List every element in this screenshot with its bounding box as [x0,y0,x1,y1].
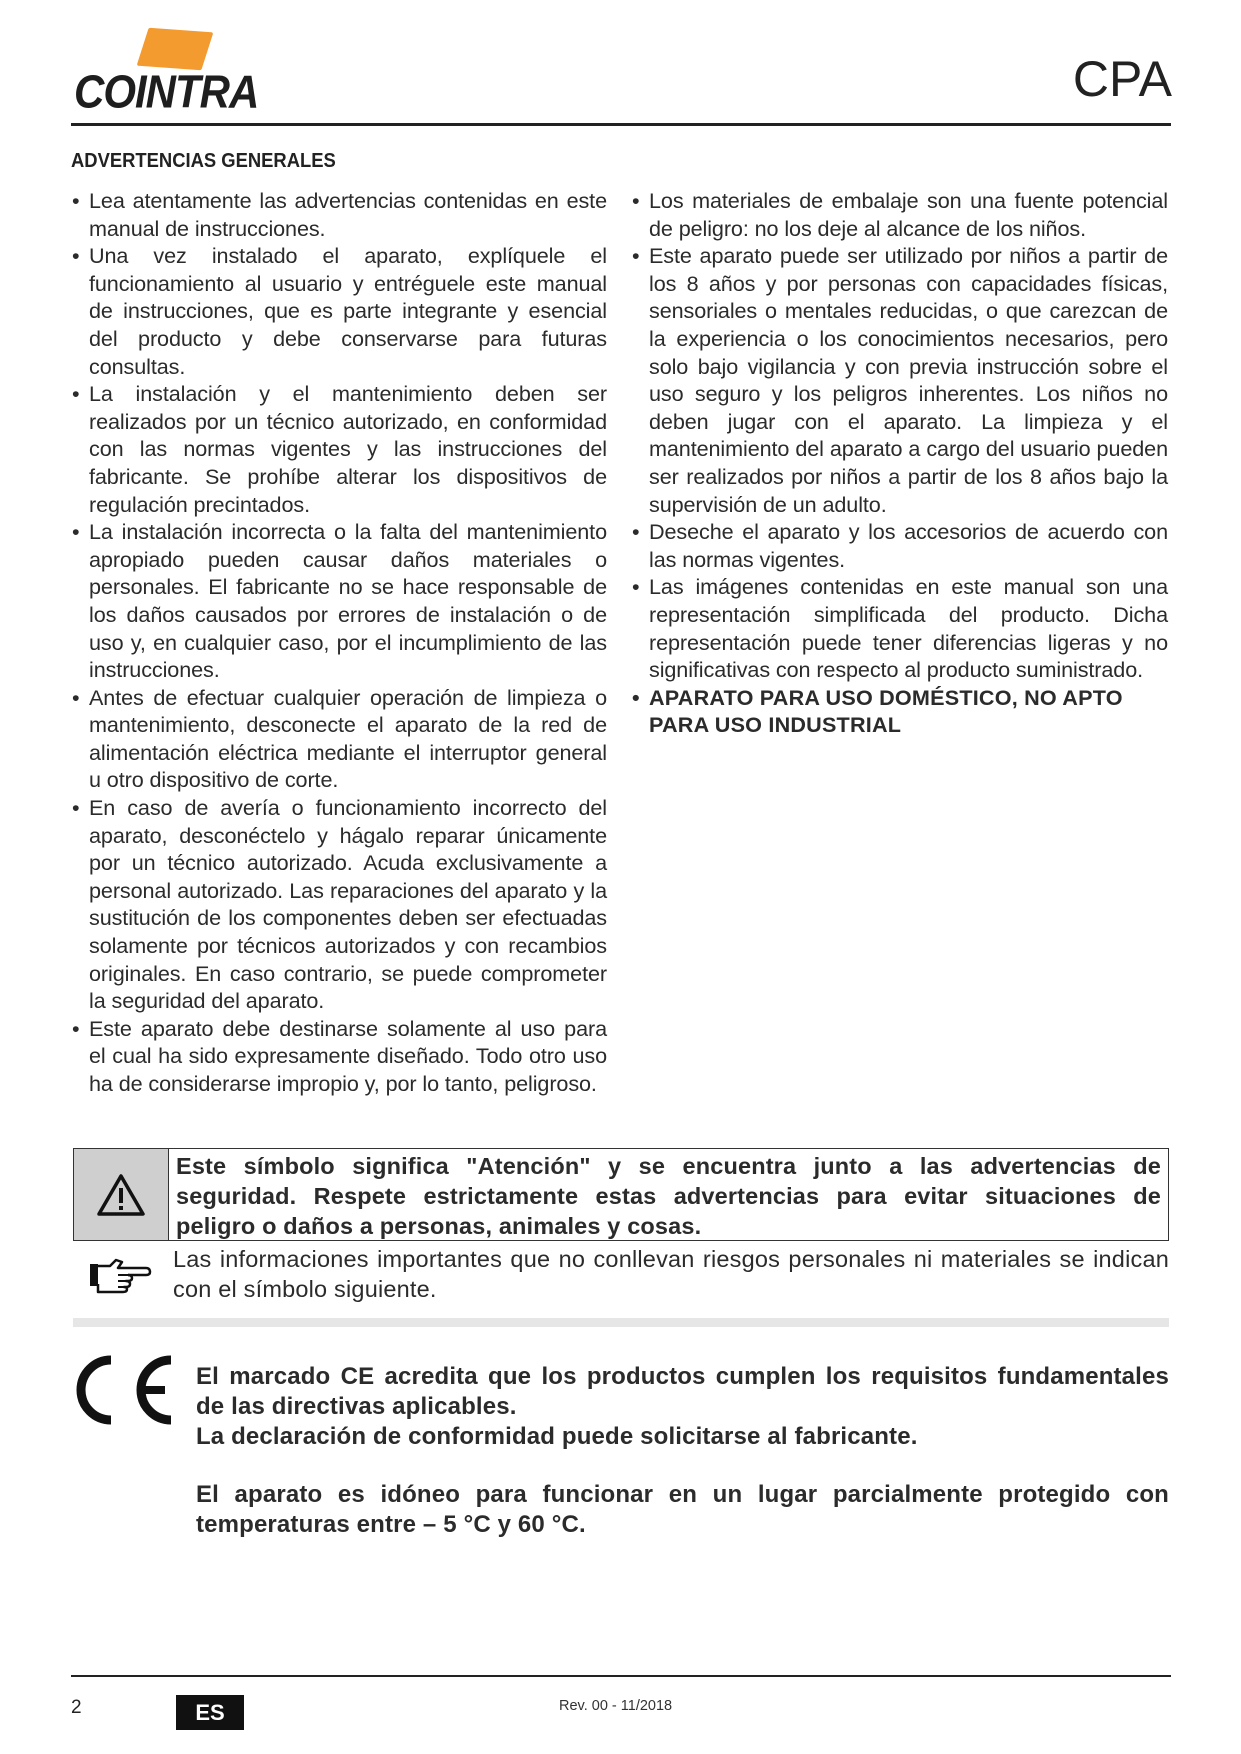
cointra-logo [72,24,259,118]
temperature-note: El aparato es idóneo para funcionar en un lugar parcialmente protegido con temperaturas entre – 5 °C y 60 °C. [196,1481,1169,1538]
section-title: ADVERTENCIAS GENERALES [71,150,336,172]
list-item: • Antes de efectuar cualquier operación de limpieza o mantenimiento, desconecte el aparato de la red de alimentación eléctrica mediante el interruptor general u otro dispositivo de corte. [71,684,607,794]
page-header [72,24,1172,124]
list-item: • Deseche el aparato y los accesorios de acuerdo con las normas vigentes. [631,518,1168,573]
ce-line-1: El marcado CE acredita que los productos cumplen los requisitos fundamentales de las directivas aplicables. [196,1363,1169,1420]
left-column-list [71,187,607,1098]
warning-icon-cell [74,1149,169,1240]
logo-text: COINTRA [74,65,259,118]
list-item: • Los materiales de embalaje son una fuente potencial de peligro: no los deje al alcance de los niños. [631,187,1168,242]
warning-text: Este símbolo significa "Atención" y se encuentra junto a las advertencias de seguridad. Respete estrictamente estas advertencias para evitar situaciones de peligro o daños a personas, animales y cosas. [176,1153,1161,1239]
language-badge: ES [176,1695,244,1730]
page-number: 2 [71,1697,82,1718]
list-item: • Una vez instalado el aparato, explíquele el funcionamiento al usuario y entréguele este manual de instrucciones, que es parte integrante y esencial del producto y debe conservarse para futuras consultas. [71,242,607,380]
list-item: • Las imágenes contenidas en este manual son una representación simplificada del producto. Dicha representación puede tener diferencias ligeras y no significativas con respecto al producto suministrado. [631,573,1168,683]
info-note [84,1242,1169,1306]
domestic-use-notice: • APARATO PARA USO DOMÉSTICO, NO APTO PARA USO INDUSTRIAL [631,684,1168,739]
info-text: Las informaciones importantes que no conllevan riesgos personales ni materiales se indican con el símbolo siguiente. [173,1246,1169,1302]
ce-mark-icon [73,1352,177,1428]
attention-warning-box [73,1148,1169,1241]
list-item: • Este aparato debe destinarse solamente al uso para el cual ha sido expresamente diseñado. Todo otro uso ha de considerarse impropio y, por lo tanto, peligroso. [71,1015,607,1098]
list-item: • Lea atentamente las advertencias contenidas en este manual de instrucciones. [71,187,607,242]
list-item: • La instalación y el mantenimiento deben ser realizados por un técnico autorizado, en conformidad con las normas vigentes y las instrucciones del fabricante. Se prohíbe alterar los dispositivos de regulación precintados. [71,380,607,518]
gray-divider [73,1318,1169,1327]
ce-line-2: La declaración de conformidad puede solicitarse al fabricante. [196,1423,918,1450]
header-divider [71,123,1171,126]
pointing-hand-icon [88,1256,152,1294]
revision-text: Rev. 00 - 11/2018 [559,1698,673,1714]
ce-declaration [196,1362,1169,1540]
list-item: • La instalación incorrecta o la falta del mantenimiento apropiado pueden causar daños materiales o personales. El fabricante no se hace responsable de los daños causados por errores de instalación o de uso y, en cualquier caso, por el incumplimiento de las instrucciones. [71,518,607,684]
right-column-list [631,187,1168,739]
list-item: • En caso de avería o funcionamiento incorrecto del aparato, desconéctelo y hágalo reparar únicamente por un técnico autorizado. Acuda exclusivamente a personal autorizado. Las reparaciones del aparato y la sustitución de los componentes deben ser efectuadas solamente por técnicos autorizados y con recambios originales. En caso contrario, se puede comprometer la seguridad del aparato. [71,794,607,1015]
footer-divider [71,1675,1171,1677]
list-item: • Este aparato puede ser utilizado por niños a partir de los 8 años y por personas con capacidades físicas, sensoriales o mentales reducidas, o que carezcan de la experiencia o los conocimientos necesarios, pero solo bajo vigilancia y con previa instrucción sobre el uso seguro y los peligros inherentes. Los niños no deben jugar con el aparato. La limpieza y el mantenimiento del aparato a cargo del usuario pueden ser realizados por niños a partir de los 8 años bajo la supervisión de un adulto. [631,242,1168,518]
logo-flag-shape [137,28,214,71]
model-name: CPA [1072,51,1172,107]
warning-triangle-icon [96,1173,146,1217]
